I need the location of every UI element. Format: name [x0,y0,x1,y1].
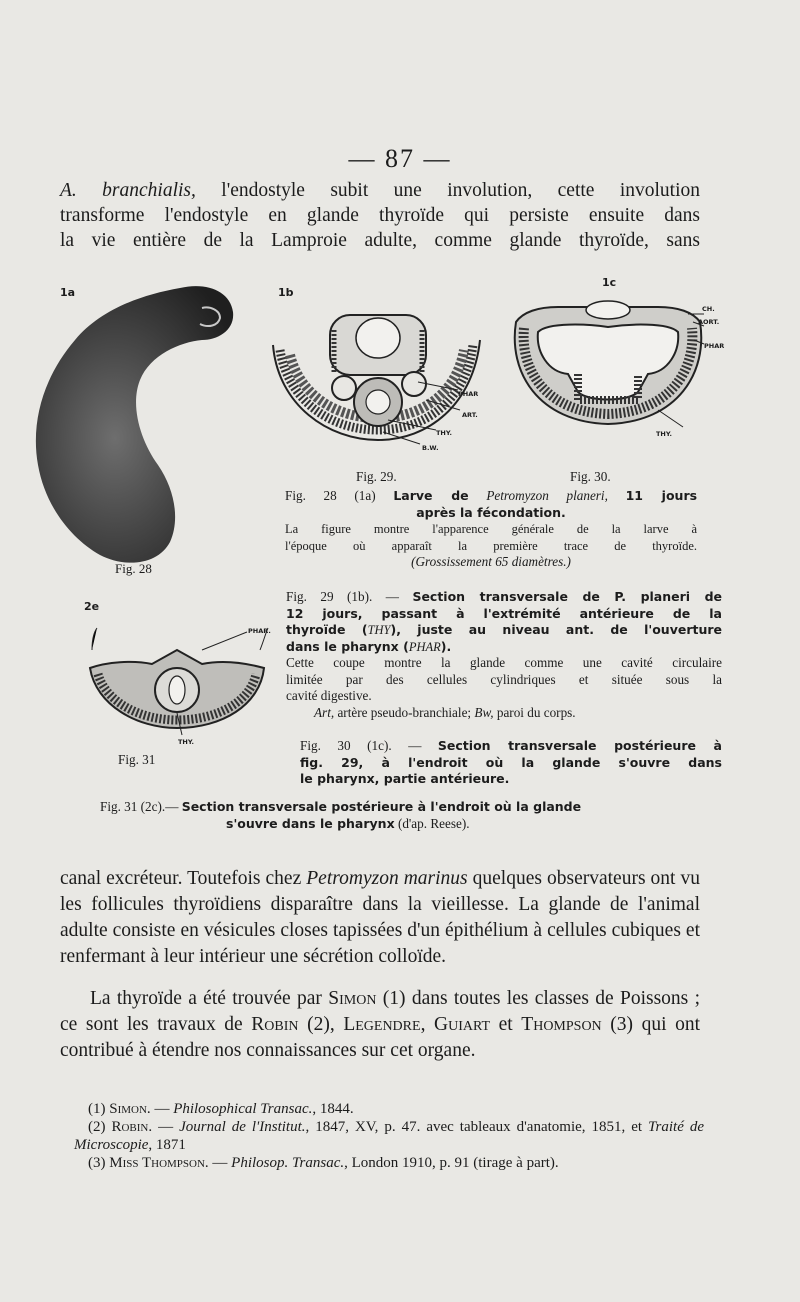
body-paragraph-2 [60,986,700,1064]
caption-28-line2: l'époque où apparaît la première trace de thyroïde. [285,538,697,553]
label-thy-1c: THY. [656,430,672,438]
caption-31-tail: (d'ap. Reese). [394,815,470,831]
author-thompson: Thompson [521,1014,602,1035]
caption-fig-30 [300,738,722,788]
label-phar-1c: PHAR [704,342,725,350]
fig-29-label: Fig. 29. [356,469,397,484]
caption-28-bold1: Larve de [393,488,469,503]
label-aort-1c: AORT. [698,318,720,326]
body-p2-c: (2), [298,1014,344,1035]
caption-29-line5: Cette coupe montre la glande comme une cavité circulaire [286,655,722,670]
caption-28-line3: (Grossissement 65 diamètres.) [411,554,571,569]
caption-29-bold3a: thyroïde ( [286,622,368,637]
fig-28-larva-drawing [30,280,240,570]
fig-28-label: Fig. 28 [115,561,152,576]
caption-fig-31 [100,799,700,832]
caption-30-prefix: Fig. 30 (1c). — [300,738,422,753]
label-thy-2e: THY. [178,738,194,746]
caption-31-bold2: s'ouvre dans le pharynx [226,815,395,831]
label-phar-2e: PHAR. [248,627,271,635]
body-p1-b: quelques observateurs ont vu les follicules thyroïdiens disparaître dans la vieillesse. La glande de l'animal adulte consiste en vésicules closes tapissées d'un épithélium à cellules cubiques et renfermant à leur intérieur une sécrétion colloïde. [60,868,700,967]
author-robin: Robin [251,1014,299,1035]
body-p1-a: canal excréteur. Toutefois chez [60,868,307,889]
fig-1b-label: 1b [278,286,294,299]
caption-29-prefix: Fig. 29 (1b). — [286,589,399,604]
author-simon: Simon [328,988,377,1009]
fig-1a-label: 1a [60,286,76,299]
caption-30-bold1: Section transversale postérieure à [437,738,722,753]
top-text-line2: transforme l'endostyle en glande thyroïde qui persiste ensuite dans [60,205,700,226]
caption-29-bold2: 12 jours, passant à l'extrémité antérieure de la [286,605,722,621]
body-paragraph-1 [60,866,700,970]
caption-31-bold1: Section transversale postérieure à l'endroit où la glande [181,799,582,814]
body-p2-b: (1) dans toutes les classes de Poissons ; ce sont les travaux de [60,988,700,1035]
body-p2-a: La thyroïde a été trouvée par [90,988,329,1009]
footnote-2: (2) Robin. — Journal de l'Institut., 1847, XV, p. 47. avec tableaux d'anatomie, 1851, et Traité de Microscopie, 1871 [74,1119,704,1153]
caption-29-bold4b: ). [440,638,452,654]
caption-29-bold3b: ), juste au niveau ant. de l'ouverture [390,622,723,637]
caption-29-phar: PHAR [408,639,441,654]
caption-fig-29 [286,589,722,721]
caption-30-bold2: fig. 29, à l'endroit où la glande s'ouvre dans [300,754,722,770]
caption-28-bold2: 11 jours [625,488,698,503]
caption-fig-28 [285,488,697,571]
body-p2-e: et [490,1014,522,1035]
label-ch-1c: CH. [702,305,715,313]
caption-28-line1: La figure montre l'apparence générale de la larve à [285,522,697,536]
caption-31-prefix: Fig. 31 (2c).— [100,799,179,814]
page-number: — 87 — [348,144,452,173]
top-text-line1: l'endostyle subit une involution, cette involution [195,180,700,201]
fig-31-label: Fig. 31 [118,752,156,767]
body-p2-d: , [420,1014,435,1035]
fig-29-section-drawing [268,310,488,455]
footnotes [74,1100,704,1172]
label-art-1b: ART. [462,411,478,419]
label-bw-1b: B.W. [422,444,439,452]
top-text-line3: la vie entière de la Lamproie adulte, comme glande thyroïde, sans [60,230,700,251]
body-p1-species: Petromyzon marinus [306,868,468,889]
caption-28-prefix: Fig. 28 (1a) [285,488,376,503]
top-paragraph [60,178,700,253]
fig-30-label: Fig. 30. [570,469,611,484]
footnote-3: (3) Miss Thompson. — Philosop. Transac., London 1910, p. 91 (tirage à part). [88,1155,559,1171]
body-p2-f: (3) qui ont contribué à étendre nos connaissances sur cet organe. [60,1014,701,1061]
species-name: A. branchialis, [60,180,196,201]
fig-30-section-drawing [508,292,708,432]
label-phar-1b: PHAR [458,390,479,398]
fig-2e-label: 2e [84,600,100,613]
author-guiart: Guiart [434,1014,491,1035]
caption-29-line6: limitée par des cellules cylindriques et située sous la [286,671,722,687]
caption-29-bold4a: dans le pharynx ( [286,638,409,654]
author-legendre: Legendre [343,1014,421,1035]
fig-1c-label: 1c [602,276,617,289]
caption-29-bw: Bw, [474,704,494,720]
caption-30-bold3: le pharynx, partie antérieure. [300,771,510,786]
caption-29-line7: cavité digestive. [286,688,372,703]
footnote-1: (1) Simon. — Philosophical Transac., 1844. [88,1101,354,1117]
caption-29-thy: THY [367,623,391,637]
caption-29-bold1: Section transversale de P. planeri de [412,589,723,604]
label-thy-1b: THY. [436,429,452,437]
caption-29-art: Art, [314,704,335,720]
caption-28-bold3: après la fécondation. [416,504,566,520]
caption-29-line8a: artère pseudo-branchiale; [334,704,475,720]
caption-29-line8b: paroi du corps. [493,704,576,720]
caption-28-species: Petromyzon planeri, [486,488,608,503]
